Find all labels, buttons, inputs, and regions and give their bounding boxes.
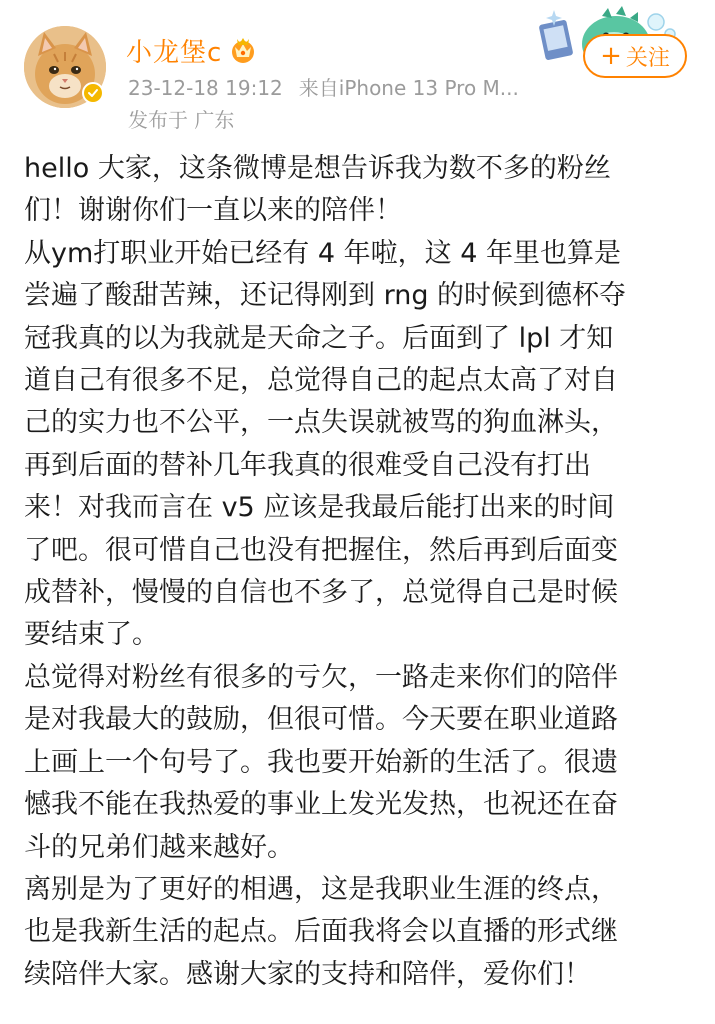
post-source[interactable]: 来自iPhone 13 Pro M... [298,76,519,100]
post-location: 发布于 广东 [128,108,235,132]
post-text-line: 总觉得对粉丝有很多的亏欠，一路走来你们的陪伴 [24,661,618,693]
avatar-container[interactable] [24,26,106,108]
post-text-line: 了吧。很可惜自己也没有把握住，然后再到后面变 [24,534,618,566]
post-text-line: 来！对我而言在 v5 应该是我最后能打出来的时间 [24,492,615,524]
post-meta [128,72,519,101]
post-text-line: 冠我真的以为我就是天命之子。后面到了 lpl 才知 [24,322,614,354]
plus-icon: + [600,41,622,71]
vip-crown-icon[interactable] [228,35,258,65]
verified-badge-icon [82,82,104,104]
post-timestamp: 23-12-18 19:12 [128,76,283,100]
username-row [126,30,258,70]
post-text-line: 成替补，慢慢的自信也不多了，总觉得自己是时候 [24,577,618,609]
post-text-line: 续陪伴大家。感谢大家的支持和陪伴，爱你们！ [24,958,591,990]
post-text-line: 憾我不能在我热爱的事业上发光发热，也祝还在奋 [24,789,618,821]
post-text-line: 上画上一个句号了。我也要开始新的生活了。很遗 [24,746,618,778]
post-text-line: 也是我新生活的起点。后面我将会以直播的形式继 [24,916,618,948]
post-text-line: 尝遍了酸甜苦辣，还记得刚到 rng 的时候到德杯夺 [24,280,627,312]
post-text-line: 斗的兄弟们越来越好。 [24,831,294,863]
follow-button-label: 关注 [625,45,670,71]
post-text-line: hello 大家，这条微博是想告诉我为数不多的粉丝 [24,153,611,184]
post-text-line: 道自己有很多不足，总觉得自己的起点太高了对自 [24,365,618,397]
post-text-line: 己的实力也不公平，一点失误就被骂的狗血淋头， [24,407,618,439]
post-text-line: 从ym打职业开始已经有 4 年啦，这 4 年里也算是 [24,237,621,269]
post-body [24,148,694,996]
post-text-line: 再到后面的替补几年我真的很难受自己没有打出 [24,449,591,481]
post-text-line: 离别是为了更好的相遇，这是我职业生涯的终点， [24,873,618,905]
username[interactable]: 小龙堡c [126,37,223,68]
post-text-line: 是对我最大的鼓励，但很可惜。今天要在职业道路 [24,704,618,736]
post-text-line: 要结束了。 [24,619,159,651]
post-text-line: 们！谢谢你们一直以来的陪伴！ [24,195,402,227]
follow-button[interactable] [583,34,687,78]
